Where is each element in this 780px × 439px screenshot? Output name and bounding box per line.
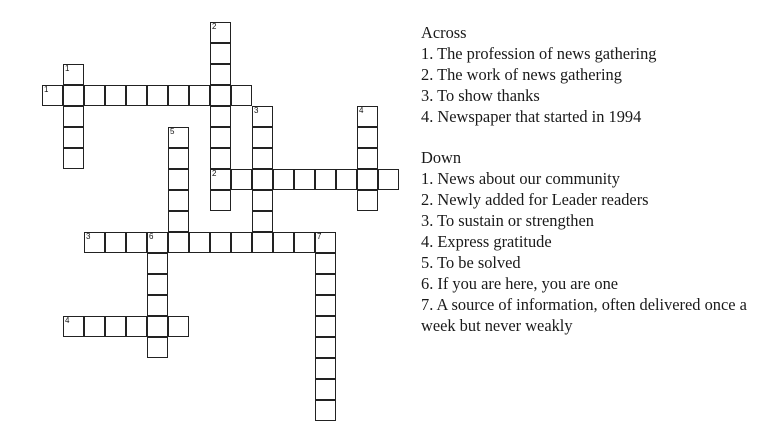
crossword-cell[interactable]	[168, 211, 189, 232]
crossword-cell[interactable]	[147, 316, 168, 337]
crossword-cell[interactable]	[84, 85, 105, 106]
crossword-cell[interactable]	[63, 148, 84, 169]
crossword-cell[interactable]	[63, 316, 84, 337]
crossword-cell[interactable]	[252, 148, 273, 169]
crossword-cell[interactable]	[315, 253, 336, 274]
crossword-cell[interactable]	[315, 379, 336, 400]
crossword-cell[interactable]	[315, 358, 336, 379]
crossword-cell[interactable]	[147, 85, 168, 106]
clue-number-across-3: 3	[86, 232, 91, 241]
crossword-cell[interactable]	[168, 232, 189, 253]
crossword-cell[interactable]	[357, 148, 378, 169]
down-clue-7: 7. A source of information, often delivered once a week but never weakly	[421, 295, 747, 335]
crossword-cell[interactable]	[315, 169, 336, 190]
crossword-cell[interactable]	[357, 169, 378, 190]
down-clue-3: 3. To sustain or strengthen	[421, 211, 594, 230]
crossword-cell[interactable]	[168, 190, 189, 211]
crossword-cell[interactable]	[315, 274, 336, 295]
crossword-cell[interactable]	[252, 106, 273, 127]
crossword-cell[interactable]	[105, 85, 126, 106]
crossword-cell[interactable]	[357, 127, 378, 148]
crossword-cell[interactable]	[315, 337, 336, 358]
crossword-cell[interactable]	[210, 22, 231, 43]
crossword-cell[interactable]	[84, 316, 105, 337]
crossword-cell[interactable]	[84, 232, 105, 253]
crossword-cell[interactable]	[189, 232, 210, 253]
across-heading: Across	[421, 23, 467, 42]
across-clue-3: 3. To show thanks	[421, 86, 540, 105]
crossword-cell[interactable]	[273, 232, 294, 253]
crossword-cell[interactable]	[252, 211, 273, 232]
crossword-cell[interactable]	[210, 232, 231, 253]
crossword-cell[interactable]	[273, 169, 294, 190]
crossword-cell[interactable]	[357, 106, 378, 127]
clue-number-down-5: 5	[170, 127, 175, 136]
across-clue-2: 2. The work of news gathering	[421, 65, 622, 84]
crossword-cell[interactable]	[252, 127, 273, 148]
across-clue-1: 1. The profession of news gathering	[421, 44, 657, 63]
crossword-cell[interactable]	[210, 127, 231, 148]
crossword-cell[interactable]	[231, 232, 252, 253]
crossword-cell[interactable]	[168, 169, 189, 190]
crossword-cell[interactable]	[63, 127, 84, 148]
crossword-cell[interactable]	[126, 232, 147, 253]
crossword-cell[interactable]	[357, 190, 378, 211]
crossword-cell[interactable]	[252, 190, 273, 211]
crossword-cell[interactable]	[210, 43, 231, 64]
down-clue-4: 4. Express gratitude	[421, 232, 552, 251]
crossword-cell[interactable]	[210, 190, 231, 211]
crossword-cell[interactable]	[315, 400, 336, 421]
crossword-cell[interactable]	[315, 232, 336, 253]
crossword-cell[interactable]	[126, 85, 147, 106]
crossword-cell[interactable]	[189, 85, 210, 106]
clue-number-down-4: 4	[359, 106, 364, 115]
crossword-cell[interactable]	[210, 64, 231, 85]
clue-number-down-3: 3	[254, 106, 259, 115]
crossword-cell[interactable]	[63, 64, 84, 85]
crossword-cell[interactable]	[147, 253, 168, 274]
crossword-cell[interactable]	[168, 85, 189, 106]
down-clue-2: 2. Newly added for Leader readers	[421, 190, 649, 209]
crossword-cell[interactable]	[294, 169, 315, 190]
crossword-cell[interactable]	[63, 106, 84, 127]
crossword-cell[interactable]	[42, 85, 63, 106]
down-clue-6: 6. If you are here, you are one	[421, 274, 619, 293]
clue-number-across-1: 1	[44, 85, 49, 94]
crossword-cell[interactable]	[168, 316, 189, 337]
down-clue-5: 5. To be solved	[421, 253, 521, 272]
down-clue-1: 1. News about our community	[421, 169, 620, 188]
crossword-cell[interactable]	[252, 169, 273, 190]
crossword-cell[interactable]	[231, 85, 252, 106]
crossword-cell[interactable]	[147, 232, 168, 253]
crossword-cell[interactable]	[210, 85, 231, 106]
crossword-cell[interactable]	[378, 169, 399, 190]
clue-number-down-2: 2	[212, 22, 217, 31]
down-heading: Down	[421, 148, 462, 167]
clues-panel	[421, 22, 776, 336]
crossword-cell[interactable]	[63, 85, 84, 106]
crossword-cell[interactable]	[294, 232, 315, 253]
crossword-cell[interactable]	[105, 232, 126, 253]
crossword-cell[interactable]	[210, 106, 231, 127]
crossword-cell[interactable]	[231, 169, 252, 190]
crossword-cell[interactable]	[315, 295, 336, 316]
crossword-cell[interactable]	[126, 316, 147, 337]
crossword-cell[interactable]	[105, 316, 126, 337]
clue-number-down-7: 7	[317, 232, 322, 241]
crossword-cell[interactable]	[147, 295, 168, 316]
crossword-cell[interactable]	[168, 127, 189, 148]
crossword-cell[interactable]	[168, 148, 189, 169]
across-clue-4: 4. Newspaper that started in 1994	[421, 107, 642, 126]
crossword-cell[interactable]	[147, 337, 168, 358]
crossword-cell[interactable]	[315, 316, 336, 337]
across-clue-list	[421, 43, 776, 127]
crossword-cell[interactable]	[336, 169, 357, 190]
clue-number-across-4: 4	[65, 316, 70, 325]
clue-number-across-2: 2	[212, 169, 217, 178]
crossword-cell[interactable]	[210, 169, 231, 190]
crossword-cell[interactable]	[252, 232, 273, 253]
crossword-cell[interactable]	[210, 148, 231, 169]
crossword-cell[interactable]	[147, 274, 168, 295]
down-clue-list	[421, 168, 776, 336]
clue-number-down-6: 6	[149, 232, 154, 241]
clue-number-down-1: 1	[65, 64, 70, 73]
